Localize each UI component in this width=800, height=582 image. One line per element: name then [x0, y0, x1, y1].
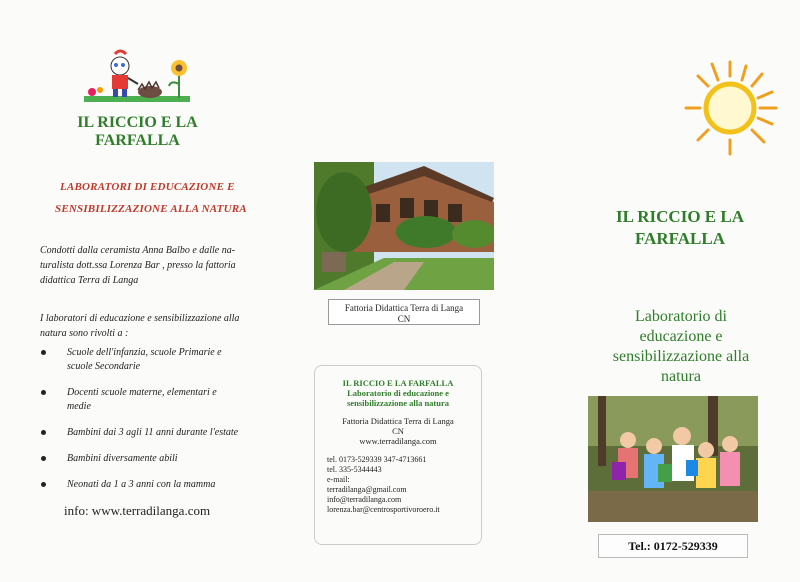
contact-email[interactable]: terradilanga@gmail.com [327, 485, 407, 494]
bullet-dot [41, 390, 46, 395]
left-rivolti [40, 311, 260, 341]
list-item [41, 386, 261, 414]
contact-card [314, 365, 482, 545]
card-farm-block [315, 416, 481, 446]
left-heading-line1: LABORATORI DI EDUCAZIONE E [60, 181, 235, 193]
lab-line3: sensibilizzazione alla [612, 348, 750, 365]
contact-line: tel. 335-5344443 [327, 465, 382, 474]
bullet-dot [41, 350, 46, 355]
card-contacts [315, 455, 481, 515]
farm-photo [314, 162, 494, 290]
bullet-text: Bambini dai 3 agli 11 anni durante l'estate [67, 427, 239, 438]
bullet-text: medie [67, 401, 91, 412]
middle-panel [300, 0, 500, 582]
bullet-text: Bambini diversamente abili [67, 453, 178, 464]
bullet-dot [41, 482, 46, 487]
left-heading-line2: SENSIBILIZZAZIONE ALLA NATURA [55, 203, 247, 215]
contact-email[interactable]: lorenza.bar@centrosportivoroero.it [327, 505, 440, 514]
left-title-line2: FARFALLA [95, 132, 180, 149]
list-item [41, 346, 261, 374]
bullet-dot [41, 456, 46, 461]
bullet-text: Docenti scuole materne, elementari e [67, 387, 217, 398]
hedgehog-butterfly-logo [80, 48, 195, 110]
left-title [55, 114, 220, 150]
caption-line1: Fattoria Didattica Terra di Langa [344, 303, 464, 313]
left-title-line1: IL RICCIO E LA [77, 114, 198, 131]
card-title [315, 378, 481, 408]
phone-number[interactable]: Tel.: 0172-529339 [598, 534, 748, 558]
card-cn: CN [392, 426, 404, 436]
left-intro [40, 243, 255, 288]
lab-line4: natura [661, 368, 701, 385]
sun-icon [684, 58, 780, 158]
contact-line: e-mail: [327, 475, 350, 484]
bullet-text: Scuole dell'infanzia, scuole Primarie e [67, 347, 222, 358]
rivolti-line1: I laboratori di educazione e sensibilizzazione alla [40, 313, 240, 324]
photo-caption [328, 299, 480, 325]
caption-line2: CN [397, 314, 411, 324]
bullet-text: scuole Secondarie [67, 361, 141, 372]
right-title [580, 206, 780, 250]
card-title-line1: IL RICCIO E LA FARFALLA [342, 378, 454, 388]
lab-line2: educazione e [639, 328, 723, 345]
list-item [41, 452, 261, 466]
right-panel [560, 0, 800, 582]
right-title-line1: IL RICCIO E LA [615, 207, 744, 226]
list-item [41, 426, 261, 440]
right-title-line2: FARFALLA [634, 229, 726, 248]
intro-line3: didattica Terra di Langa [40, 275, 139, 286]
card-title-line2: Laboratorio di educazione e [347, 388, 449, 398]
card-web[interactable]: www.terradilanga.com [359, 436, 437, 446]
rivolti-line2: natura sono rivolti a : [40, 328, 129, 339]
contact-email[interactable]: info@terradilanga.com [327, 495, 402, 504]
audience-list [41, 346, 261, 492]
intro-line1: Condotti dalla ceramista Anna Balbo e dalle na- [40, 245, 236, 256]
info-website[interactable]: info: www.terradilanga.com [64, 503, 211, 518]
lab-line1: Laboratorio di [635, 308, 727, 325]
children-photo [588, 396, 758, 522]
intro-line2: turalista dott.ssa Lorenza Bar , presso la fattoria [40, 260, 236, 271]
card-farm: Fattoria Didattica Terra di Langa [342, 416, 454, 426]
list-item [41, 478, 261, 492]
bullet-dot [41, 430, 46, 435]
left-panel [0, 0, 265, 582]
bullet-text: Neonati da 1 a 3 anni con la mamma [67, 479, 216, 490]
contact-line: tel. 0173-529339 347-4713661 [327, 455, 427, 464]
right-lab-title [570, 307, 792, 387]
card-title-line3: sensibilizzazione alla natura [347, 398, 449, 408]
